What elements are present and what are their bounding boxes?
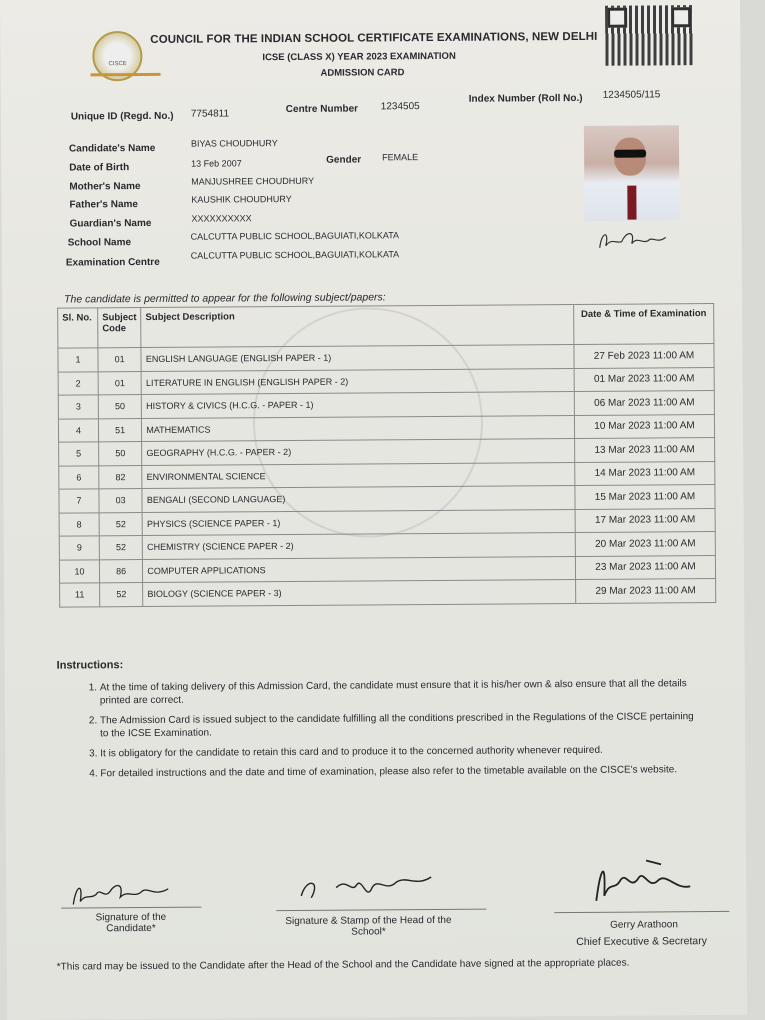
instructions-list — [80, 677, 701, 787]
gender-label: Gender — [326, 154, 362, 166]
subject-description-cell: ENGLISH LANGUAGE (ENGLISH PAPER - 1) — [141, 345, 574, 372]
secretary-name: Gerry Arathoon — [610, 919, 678, 931]
subject-code-cell: 51 — [98, 418, 141, 442]
subjects-intro: The candidate is permitted to appear for the following subject/papers: — [64, 291, 386, 306]
col-date-time: Date & Time of Examination — [574, 304, 714, 345]
exam-date-cell: 01 Mar 2023 11:00 AM — [574, 367, 714, 391]
centre-number-value: 1234505 — [380, 101, 420, 113]
exam-date-cell: 23 Mar 2023 11:00 AM — [575, 555, 715, 579]
instruction-item: 4. For detailed instructions and the date and time of examination, please also refer to the timetable available on the CISCE's website. — [100, 763, 700, 780]
subject-code-cell: 03 — [99, 489, 142, 513]
subject-description-cell: PHYSICS (SCIENCE PAPER - 1) — [142, 509, 575, 536]
guardian-name-label: Guardian's Name — [69, 217, 152, 230]
subject-code-cell: 01 — [98, 371, 141, 395]
father-name-label: Father's Name — [69, 199, 138, 211]
secretary-title: Chief Executive & Secretary — [576, 935, 707, 949]
subject-description-cell: MATHEMATICS — [142, 415, 575, 442]
index-number-label: Index Number (Roll No.) — [468, 92, 583, 105]
subject-code-cell: 50 — [98, 395, 141, 419]
cisce-logo: CISCE — [92, 31, 142, 81]
col-subject-code: Subject Code — [98, 308, 142, 348]
subject-code-cell: 50 — [99, 442, 142, 466]
footer-note: *This card may be issued to the Candidate after the Head of the School and the Candidate have signed at the appropriate places. — [56, 957, 630, 973]
sl-no-cell: 6 — [59, 465, 99, 489]
council-title: COUNCIL FOR THE INDIAN SCHOOL CERTIFICATE EXAMINATIONS, NEW DELHI — [150, 30, 598, 46]
sl-no-cell: 5 — [59, 442, 99, 466]
subject-code-cell: 86 — [99, 559, 142, 583]
sl-no-cell: 11 — [60, 583, 100, 607]
subject-code-cell: 52 — [99, 512, 142, 536]
sl-no-cell: 1 — [58, 348, 98, 372]
exam-date-cell: 17 Mar 2023 11:00 AM — [575, 508, 715, 532]
subject-description-cell: HISTORY & CIVICS (H.C.G. - PAPER - 1) — [142, 392, 575, 419]
logo-underline — [91, 73, 161, 76]
candidate-photo — [584, 125, 680, 221]
head-signature-label: Signature & Stamp of the Head of the School* — [285, 914, 452, 938]
dob-label: Date of Birth — [69, 162, 130, 174]
candidate-name-value: BIYAS CHOUDHURY — [190, 138, 278, 149]
subject-description-cell: BIOLOGY (SCIENCE PAPER - 3) — [143, 579, 576, 606]
exam-title: ICSE (CLASS X) YEAR 2023 EXAMINATION — [262, 50, 456, 64]
exam-date-cell: 06 Mar 2023 11:00 AM — [574, 391, 714, 415]
subject-code-cell: 52 — [100, 583, 143, 607]
exam-date-cell: 10 Mar 2023 11:00 AM — [574, 414, 714, 438]
index-number-value: 1234505/115 — [602, 89, 661, 101]
subject-description-cell: GEOGRAPHY (H.C.G. - PAPER - 2) — [142, 438, 575, 465]
father-name-value: KAUSHIK CHOUDHURY — [191, 193, 292, 205]
head-signature-line — [276, 909, 486, 911]
school-name-label: School Name — [67, 237, 132, 249]
sl-no-cell: 8 — [59, 512, 99, 536]
exam-date-cell: 14 Mar 2023 11:00 AM — [575, 461, 715, 485]
instruction-item: 1. At the time of taking delivery of this Admission Card, the candidate must ensure that it is his/her own & also ensure that all the details printed are correct. — [100, 677, 700, 707]
sl-no-cell: 3 — [58, 395, 98, 419]
exam-date-cell: 15 Mar 2023 11:00 AM — [575, 485, 715, 509]
document-title: ADMISSION CARD — [320, 67, 405, 79]
exam-date-cell: 27 Feb 2023 11:00 AM — [574, 344, 714, 368]
instructions-title: Instructions: — [56, 659, 124, 672]
school-name-value: CALCUTTA PUBLIC SCHOOL,BAGUIATI,KOLKATA — [190, 230, 400, 242]
candidate-name-label: Candidate's Name — [69, 142, 156, 155]
mother-name-label: Mother's Name — [69, 181, 141, 193]
sl-no-cell: 4 — [58, 418, 98, 442]
subjects-table — [57, 303, 716, 607]
sl-no-cell: 9 — [59, 536, 99, 560]
secretary-signature — [586, 850, 706, 911]
candidate-signature — [68, 879, 178, 910]
candidate-signature-label: Signature of the Candidate* — [95, 911, 167, 935]
uid-value: 7754811 — [190, 108, 230, 120]
exam-centre-value: CALCUTTA PUBLIC SCHOOL,BAGUIATI,KOLKATA — [190, 249, 400, 261]
col-sl-no: Sl. No. — [58, 308, 98, 348]
exam-date-cell: 20 Mar 2023 11:00 AM — [575, 532, 715, 556]
subject-code-cell: 52 — [99, 536, 142, 560]
subject-description-cell: LITERATURE IN ENGLISH (ENGLISH PAPER - 2) — [141, 368, 574, 395]
guardian-name-value: XXXXXXXXXX — [191, 213, 252, 224]
centre-number-label: Centre Number — [285, 103, 359, 116]
table-row — [60, 579, 716, 607]
qr-code-icon — [605, 5, 693, 66]
mother-name-value: MANJUSHREE CHOUDHURY — [191, 175, 315, 187]
sl-no-cell: 7 — [59, 489, 99, 513]
sl-no-cell: 2 — [58, 371, 98, 395]
subject-description-cell: COMPUTER APPLICATIONS — [143, 556, 576, 583]
uid-label: Unique ID (Regd. No.) — [70, 110, 174, 123]
candidate-signature-on-photo — [592, 225, 677, 256]
exam-date-cell: 13 Mar 2023 11:00 AM — [575, 438, 715, 462]
col-subject-description: Subject Description — [141, 305, 574, 348]
exam-date-cell: 29 Mar 2023 11:00 AM — [576, 579, 716, 603]
subject-description-cell: ENVIRONMENTAL SCIENCE — [142, 462, 575, 489]
subject-code-cell: 82 — [99, 465, 142, 489]
secretary-signature-line — [554, 911, 729, 913]
exam-centre-label: Examination Centre — [65, 256, 160, 269]
subject-description-cell: BENGALI (SECOND LANGUAGE) — [142, 485, 575, 512]
dob-value: 13 Feb 2007 — [191, 158, 242, 169]
sl-no-cell: 10 — [59, 559, 99, 583]
head-signature — [296, 867, 446, 908]
subject-description-cell: CHEMISTRY (SCIENCE PAPER - 2) — [143, 532, 576, 559]
instruction-item: 3. It is obligatory for the candidate to retain this card and to produce it to the concerned authority whenever required. — [100, 743, 700, 760]
gender-value: FEMALE — [382, 152, 419, 163]
instruction-item: 2. The Admission Card is issued subject to the candidate fulfilling all the conditions prescribed in the Regulations of the CISCE pertaining to the ICSE Examination. — [100, 710, 700, 740]
subject-code-cell: 01 — [98, 348, 141, 372]
